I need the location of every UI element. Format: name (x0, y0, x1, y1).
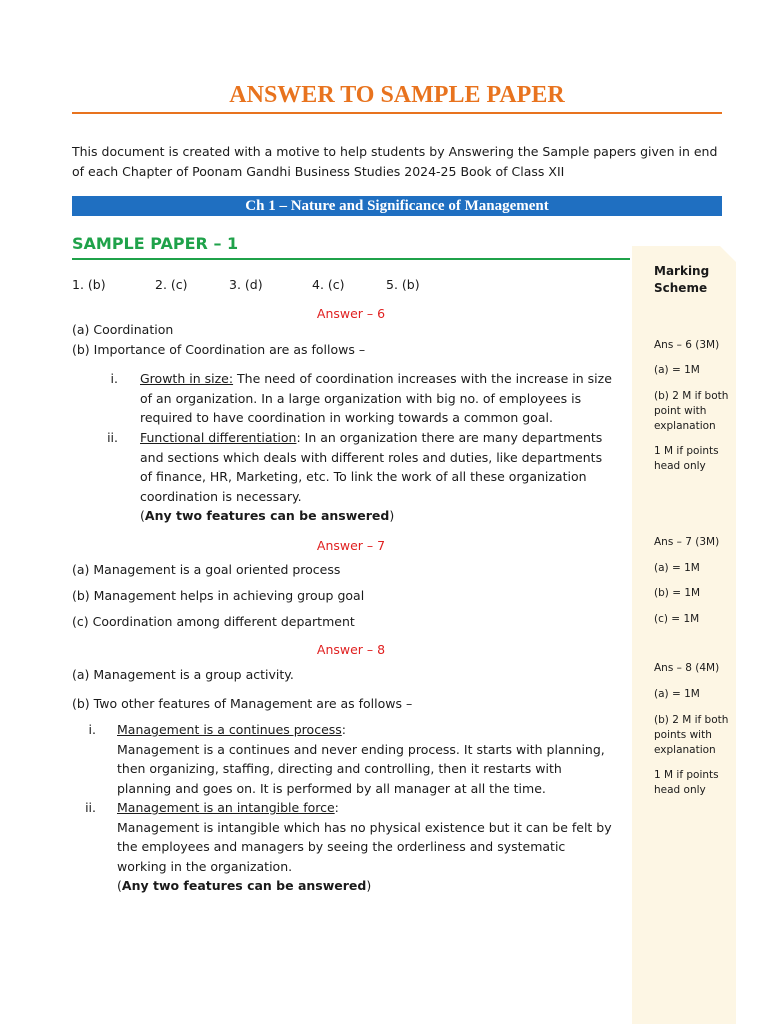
answer-6-point-2 (140, 428, 614, 506)
section-divider (72, 258, 630, 260)
answer-6-heading: Answer – 6 (316, 306, 386, 321)
answer-8-note-text: Any two features can be answered (121, 878, 367, 893)
answer-8-note-open: ( (117, 878, 122, 893)
answer-8-point-1-title: Management is a continues process (117, 722, 342, 737)
title-divider (72, 112, 722, 114)
intro-paragraph: This document is created with a motive to help students by Answering the Sample papers given in end of each Chapter of Poonam Gandhi Business Studies 2024-25 Book of Class XII (72, 144, 718, 179)
answer-8-point-2-colon: : (334, 800, 339, 815)
answer-6-point-1-number: i. (110, 371, 118, 386)
answer-8-point-1 (117, 720, 619, 798)
answer-8-part-b: (b) Two other features of Management are as follows – (72, 696, 413, 711)
marking-ans7-c: (c) = 1M (654, 613, 700, 625)
answer-6-part-a: (a) Coordination (72, 322, 174, 337)
page-title: ANSWER TO SAMPLE PAPER (229, 82, 565, 108)
mcq-answer-5: 5. (b) (386, 277, 420, 292)
mcq-answer-2: 2. (c) (155, 277, 188, 292)
panel-fold-corner (720, 246, 736, 262)
marking-ans8-total: Ans – 8 (4M) (654, 662, 720, 674)
answer-6-point-1 (140, 369, 620, 428)
answer-8-point-1-number: i. (88, 722, 96, 737)
marking-scheme-heading: Marking Scheme (654, 264, 710, 295)
answer-6-point-2-text: : In an organization there are many departments and sections which deals with different roles and duties, like departments of finance, HR, Marketing, etc. To link the work of all these organization coordination is necessary. (140, 430, 603, 504)
marking-ans7-total: Ans – 7 (3M) (654, 536, 720, 548)
answer-8-point-2-title: Management is an intangible force (117, 800, 335, 815)
answer-7-part-a: (a) Management is a goal oriented process (72, 562, 341, 577)
answer-8-point-1-colon: : (341, 722, 346, 737)
answer-8-note (117, 876, 371, 896)
answer-6-point-2-title: Functional differentiation (140, 430, 297, 445)
answer-6-note-open: ( (140, 508, 145, 523)
answer-6-note-text: Any two features can be answered (144, 508, 390, 523)
marking-ans8-a: (a) = 1M (654, 688, 700, 700)
marking-ans6-b: (b) 2 M if both point with explanation (654, 390, 729, 432)
answer-7-part-c: (c) Coordination among different department (72, 614, 355, 629)
answer-7-part-b: (b) Management helps in achieving group goal (72, 588, 365, 603)
answer-8-part-a: (a) Management is a group activity. (72, 667, 294, 682)
answer-8-point-2 (117, 798, 615, 876)
marking-ans7-b: (b) = 1M (654, 587, 701, 599)
mcq-answer-4: 4. (c) (312, 277, 345, 292)
answer-6-point-1-title: Growth in size: (140, 371, 234, 386)
marking-ans6-total: Ans – 6 (3M) (654, 339, 720, 351)
mcq-answer-3: 3. (d) (229, 277, 263, 292)
marking-ans7-a: (a) = 1M (654, 562, 700, 574)
section-heading: SAMPLE PAPER – 1 (72, 234, 239, 253)
answer-8-point-2-number: ii. (85, 800, 96, 815)
mcq-answer-1: 1. (b) (72, 277, 106, 292)
marking-ans8-note: 1 M if points head only (654, 769, 719, 796)
answer-6-point-2-number: ii. (107, 430, 118, 445)
answer-6-note (140, 506, 394, 526)
marking-ans6-a: (a) = 1M (654, 364, 700, 376)
answer-7-heading: Answer – 7 (316, 538, 386, 553)
answer-6-part-b: (b) Importance of Coordination are as follows – (72, 342, 366, 357)
marking-ans8-b: (b) 2 M if both points with explanation (654, 714, 729, 756)
answer-8-point-2-text: Management is intangible which has no physical existence but it can be felt by the employees and managers by seeing the orderliness and systematic working in the organization. (117, 819, 612, 874)
chapter-banner: Ch 1 – Nature and Significance of Management (72, 196, 722, 216)
answer-8-point-1-text: Management is a continues and never ending process. It starts with planning, then organizing, staffing, directing and controlling, then it restarts with planning and goes on. It is performed by all manager at all the time. (117, 741, 605, 796)
answer-6-note-close: ) (389, 508, 395, 523)
marking-ans6-note: 1 M if points head only (654, 445, 719, 472)
answer-8-note-close: ) (366, 878, 372, 893)
answer-8-heading: Answer – 8 (316, 642, 386, 657)
answer-6-point-1-text: The need of coordination increases with the increase in size of an organization. In a large organization with big no. of employees is required to have coordination in working towards a common goal. (140, 371, 612, 426)
